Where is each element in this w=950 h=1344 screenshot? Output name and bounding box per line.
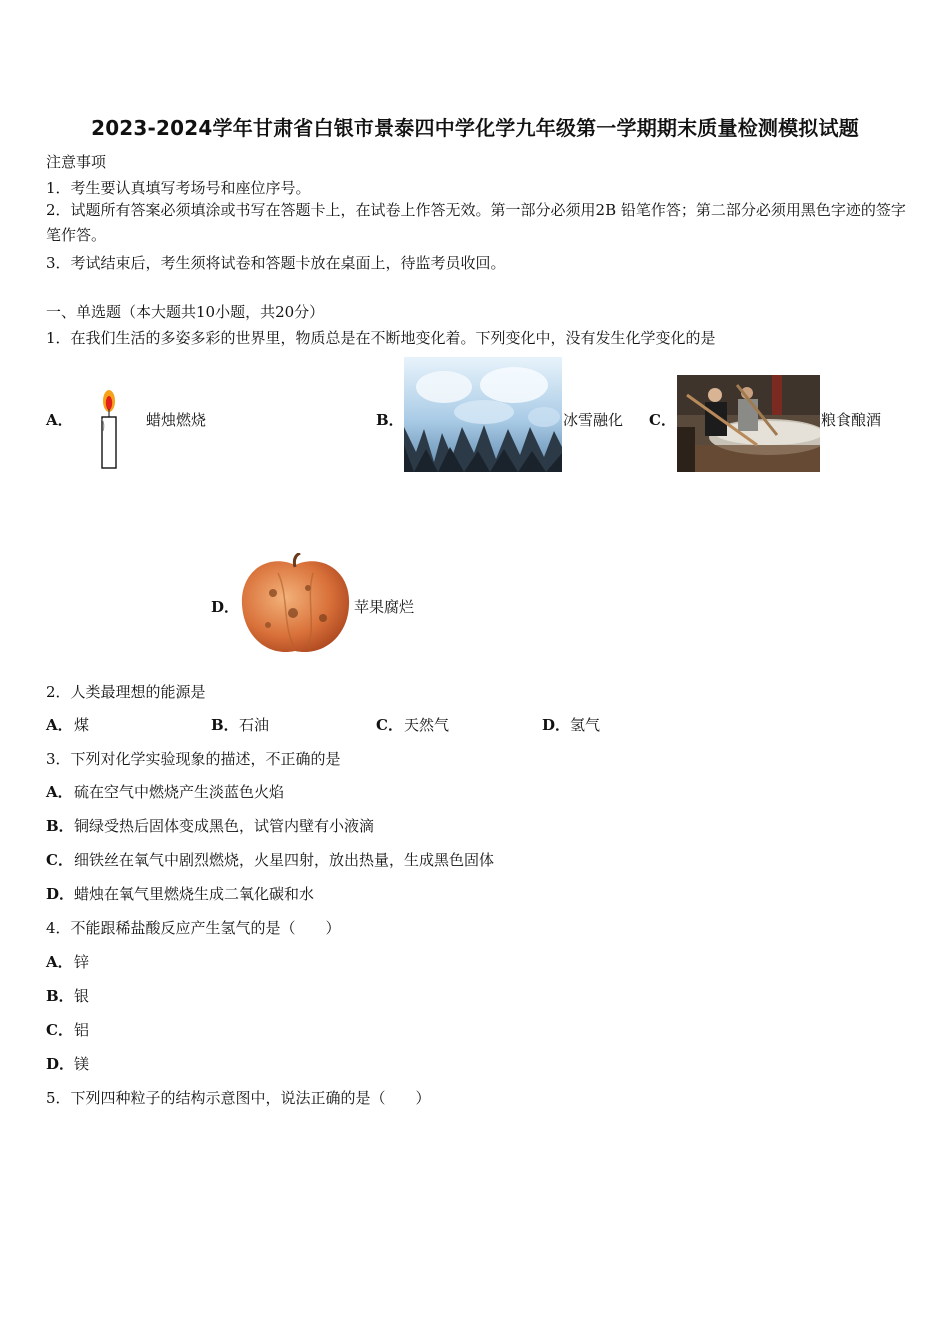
q3-option-a-text: 硫在空气中燃烧产生淡蓝色火焰	[74, 783, 285, 801]
q1-option-d-label: D．	[211, 598, 240, 616]
q4-option-a-label: A．	[46, 953, 73, 971]
q2-option-b-label: B．	[211, 716, 239, 734]
notice-item-1: 1．考生要认真填写考场号和座位序号。	[46, 179, 311, 197]
q4-option-b-label: B．	[46, 987, 74, 1005]
q4-option-c-text: 铝	[74, 1021, 90, 1039]
q5-stem: 5．下列四种粒子的结构示意图中，说法正确的是（ ）	[46, 1089, 431, 1107]
q2-option-c-text: 天然气	[404, 716, 450, 734]
q1-option-c-label: C．	[649, 411, 676, 429]
q2-option-b-text: 石油	[239, 716, 270, 734]
notice-heading: 注意事项	[46, 153, 107, 171]
q4-option-d-label: D．	[46, 1055, 75, 1073]
q3-option-d-label: D．	[46, 885, 75, 903]
q3-stem: 3．下列对化学实验现象的描述，不正确的是	[46, 750, 341, 768]
q4-option-b-text: 银	[74, 987, 90, 1005]
q1-option-d-text: 苹果腐烂	[354, 598, 415, 616]
q4-option-d-text: 镁	[74, 1055, 90, 1073]
q1-stem: 1．在我们生活的多姿多彩的世界里，物质总是在不断地变化着。下列变化中，没有发生化学变化的是	[46, 329, 716, 347]
q1-option-a-label: A．	[46, 411, 73, 429]
q2-option-a-label: A．	[46, 716, 73, 734]
q3-option-b-text: 铜绿受热后固体变成黑色，试管内壁有小液滴	[74, 817, 375, 835]
section-heading: 一、单选题（本大题共10小题，共20分）	[46, 303, 325, 321]
page-title: 2023-2024学年甘肃省白银市景泰四中学化学九年级第一学期期末质量检测模拟试题	[91, 116, 859, 140]
q3-option-a-label: A．	[46, 783, 73, 801]
q3-option-d-text: 蜡烛在氧气里燃烧生成二氧化碳和水	[74, 885, 315, 903]
q1-option-a-text: 蜡烛燃烧	[146, 411, 207, 429]
apple-photo	[238, 553, 353, 655]
q2-option-d-text: 氢气	[570, 716, 601, 734]
q4-stem: 4．不能跟稀盐酸反应产生氢气的是（ ）	[46, 919, 341, 937]
q2-option-a-text: 煤	[74, 716, 90, 734]
q2-stem: 2．人类最理想的能源是	[46, 683, 206, 701]
q1-option-b-text: 冰雪融化	[563, 411, 624, 429]
q3-option-b-label: B．	[46, 817, 74, 835]
q2-option-d-label: D．	[542, 716, 571, 734]
notice-item-2: 2．试题所有答案必须填涂或书写在答题卡上，在试卷上作答无效。第一部分必须用2B 铅笔作答；第二部分必须用黑色字迹的签字笔作答。	[46, 201, 906, 244]
notice-item-3: 3．考试结束后，考生须将试卷和答题卡放在桌面上，待监考员收回。	[46, 254, 506, 272]
q1-option-b-label: B．	[376, 411, 404, 429]
q4-option-a-text: 锌	[74, 953, 90, 971]
q4-option-c-label: C．	[46, 1021, 73, 1039]
brewing-photo	[677, 375, 820, 472]
q1-option-c-text: 粮食酿酒	[821, 411, 882, 429]
ice-photo	[404, 357, 562, 472]
q3-option-c-label: C．	[46, 851, 73, 869]
q2-option-c-label: C．	[376, 716, 403, 734]
candle-icon	[94, 387, 124, 471]
q3-option-c-text: 细铁丝在氧气中剧烈燃烧，火星四射，放出热量，生成黑色固体	[74, 851, 495, 869]
